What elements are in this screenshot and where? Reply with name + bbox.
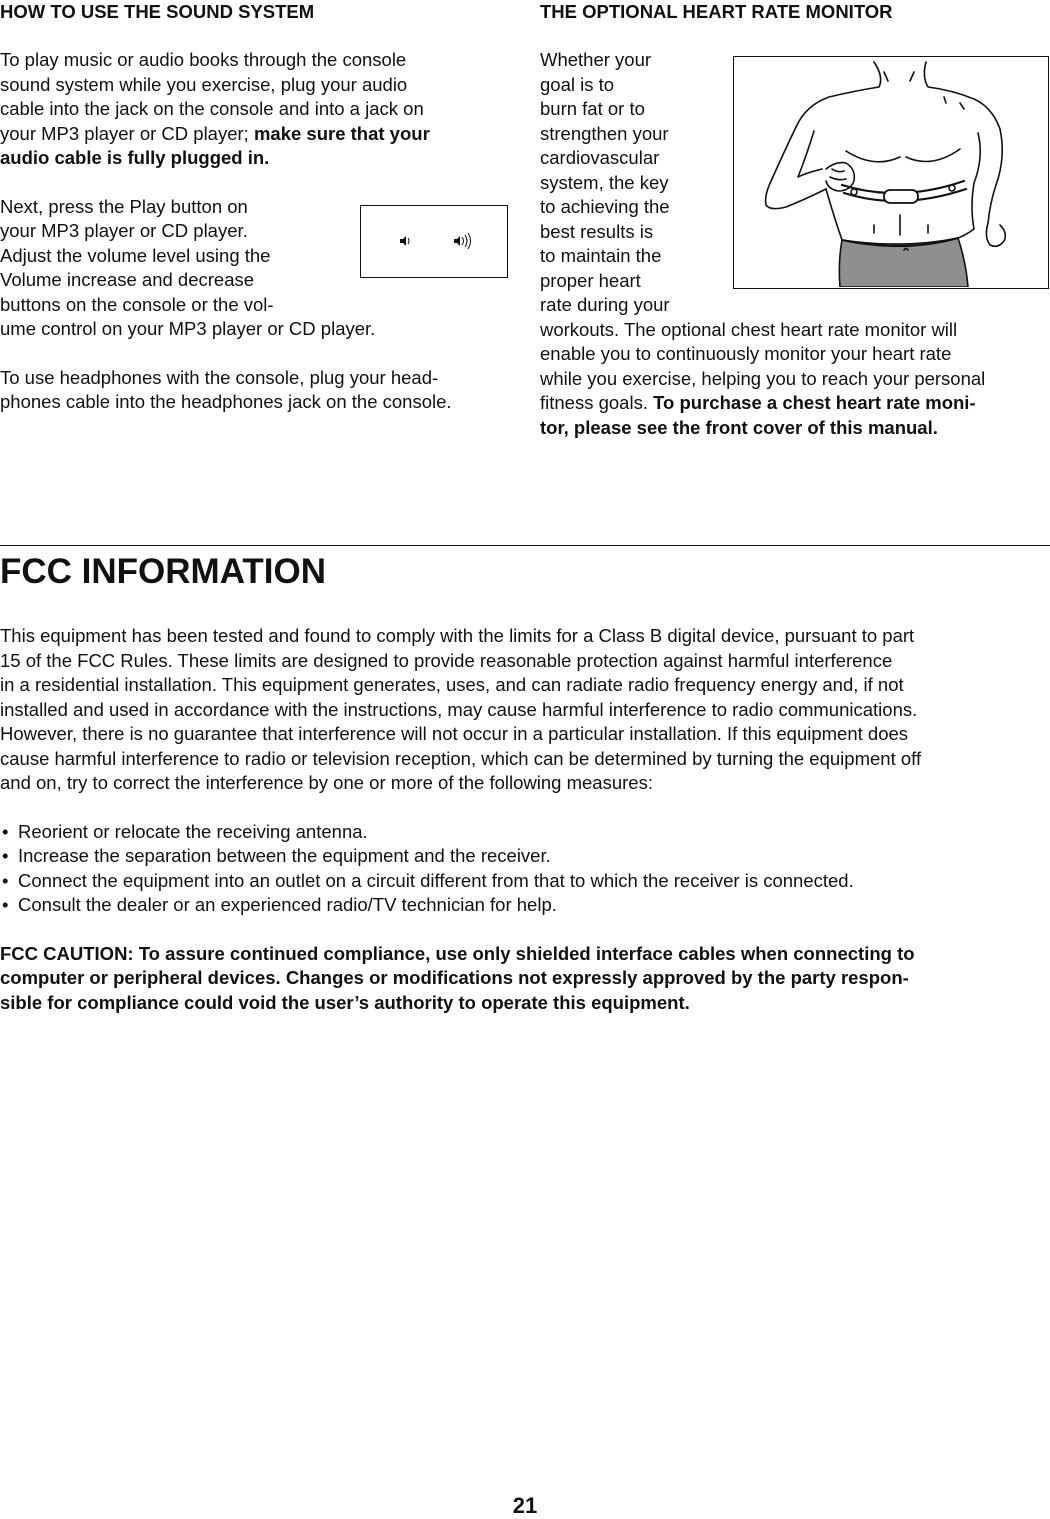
- list-item: • Increase the separation between the equipment and the receiver.: [0, 844, 1050, 869]
- section-divider: [0, 545, 1050, 546]
- sound-system-heading: HOW TO USE THE SOUND SYSTEM: [0, 1, 315, 22]
- fcc-title: FCC INFORMATION: [0, 552, 326, 591]
- speaker-low-icon: [400, 236, 409, 246]
- chest-strap-drawing: [734, 57, 1047, 287]
- list-item: • Reorient or relocate the receiving antenna.: [0, 820, 1050, 845]
- sound-paragraph-3: To use headphones with the console, plug your head- phones cable into the headphones jack on the console.: [0, 366, 452, 412]
- fcc-caution: FCC CAUTION: To assure continued compliance, use only shielded interface cables when connecting to computer or peripheral devices. Changes or modifications not expressly approved by the party respon- sible for compliance could void the user’s authority to operate this equipment.: [0, 942, 915, 1013]
- volume-buttons-figure: [360, 205, 508, 278]
- heart-rate-heading: THE OPTIONAL HEART RATE MONITOR: [540, 1, 893, 22]
- speaker-high-icon: [454, 233, 471, 249]
- list-item: • Connect the equipment into an outlet on a circuit different from that to which the receiver is connected.: [0, 869, 1050, 894]
- heart-rate-paragraph: Whether your goal is to burn fat or to strengthen your cardiovascular system, the key to achieving the best results is to maintain the proper heart rate during your workouts. The optional chest heart rate monitor will enable you to continuously monitor your heart rate while you exercise, helping you to reach your personal fitness goals. To purchase a chest heart rate moni- tor, please see the front cover of this manual.: [540, 49, 986, 438]
- sound-paragraph-1: To play music or audio books through the console sound system while you exercise, plug your audio cable into the jack on the console and into a jack on your MP3 player or CD player; make sure that your audio cable is fully plugged in.: [0, 49, 430, 168]
- sound-warning-bold: make sure that your: [253, 122, 430, 144]
- page-number: 21: [512, 1493, 538, 1518]
- volume-buttons-svg: [361, 206, 506, 276]
- fcc-paragraph: This equipment has been tested and found to comply with the limits for a Class B digital device, pursuant to part 15 of the FCC Rules. These limits are designed to provide reasonable protection against harmful interference in a residential installation. This equipment generates, uses, and can radiate radio frequency energy and, if not installed and used in accordance with the instructions, may cause harmful interference to radio communications. However, there is no guarantee that interference will not occur in a particular installation. If this equipment does cause harmful interference to radio or television reception, which can be determined by turning the equipment off and on, try to correct the interference by one or more of the following measures:: [0, 625, 922, 793]
- fcc-measures-list: [0, 820, 1050, 918]
- list-item: • Consult the dealer or an experienced radio/TV technician for help.: [0, 893, 1050, 918]
- chest-strap-illustration: [733, 56, 1049, 289]
- sound-paragraph-2: Next, press the Play button on your MP3 player or CD player. Adjust the volume level using the Volume increase and decrease buttons on the console or the vol- ume control on your MP3 player or CD player.: [0, 195, 376, 339]
- purchase-note-bold: To purchase a chest heart rate moni-: [653, 392, 976, 413]
- fcc-section: [0, 624, 1050, 1015]
